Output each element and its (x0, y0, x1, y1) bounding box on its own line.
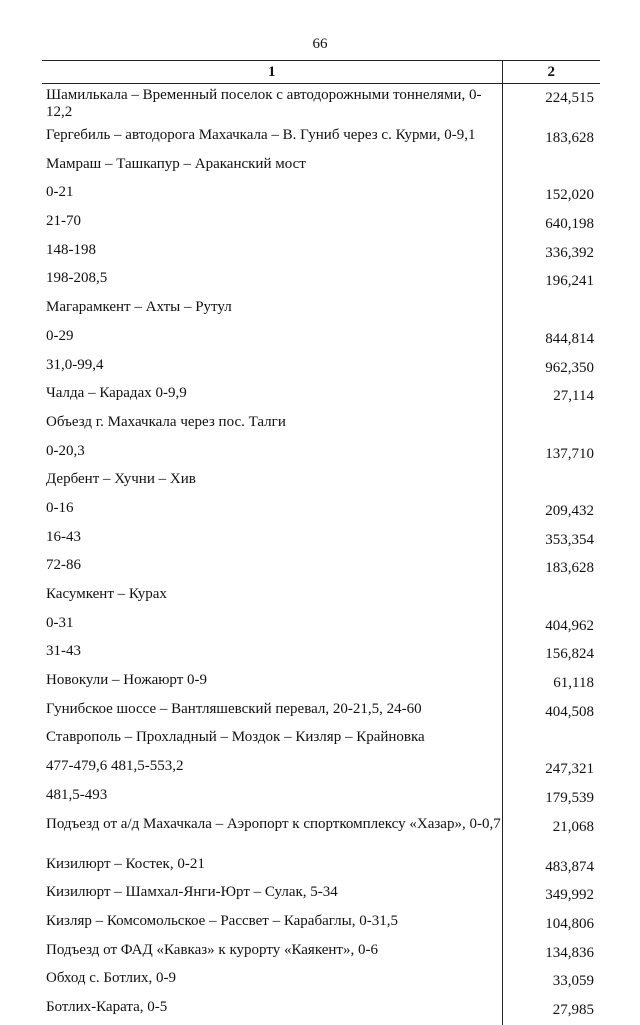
road-segment-value: 179,539 (502, 784, 600, 813)
table-row (42, 267, 600, 296)
road-segment-value: 247,321 (502, 755, 600, 784)
road-segment-name: Чалда – Карадах 0-9,9 (46, 385, 187, 402)
table-row (42, 910, 600, 939)
table-row (42, 784, 600, 813)
road-segment-value: 61,118 (502, 669, 600, 698)
table-row (42, 153, 600, 182)
table-row (42, 440, 600, 469)
road-segment-name: 148-198 (46, 241, 96, 258)
table-row (42, 84, 600, 125)
road-segment-name: Касумкент – Курах (46, 586, 167, 602)
table-row (42, 239, 600, 268)
table-row (42, 468, 600, 497)
road-segment-value (502, 296, 600, 325)
table-row (42, 726, 600, 755)
table-row (42, 967, 600, 996)
road-segment-value: 962,350 (502, 354, 600, 383)
road-segment-name: Кизилюрт – Костек, 0-21 (46, 855, 205, 872)
road-segment-name: 0-29 (46, 327, 74, 344)
road-segment-value: 483,874 (502, 853, 600, 882)
road-segment-value: 349,992 (502, 881, 600, 910)
table-row (42, 325, 600, 354)
road-segment-value: 640,198 (502, 210, 600, 239)
road-segment-name: 0-31 (46, 614, 74, 631)
road-segment-name: 21-70 (46, 213, 81, 230)
road-segment-name: Ботлих-Карата, 0-5 (46, 998, 168, 1015)
table-row (42, 640, 600, 669)
table-row (42, 124, 600, 153)
road-segment-value: 156,824 (502, 640, 600, 669)
road-segment-value (502, 726, 600, 755)
table-row (42, 612, 600, 641)
road-segment-name: Магарамкент – Ахты – Рутул (46, 299, 232, 316)
road-segment-name: Гергебиль – автодорога Махачкала – В. Гуниб через с. Курми, 0-9,1 (46, 127, 476, 143)
road-segment-value: 209,432 (502, 497, 600, 526)
road-segment-name: 31-43 (46, 643, 81, 660)
road-segment-value: 183,628 (502, 124, 600, 153)
table-row (42, 181, 600, 210)
road-segment-name: 0-20,3 (46, 442, 85, 459)
road-segment-value: 224,515 (502, 84, 600, 125)
road-segment-name: Ставрополь – Прохладный – Моздок – Кизляр – Крайновка (46, 729, 425, 746)
table-row (42, 497, 600, 526)
page-number: 66 (312, 36, 328, 52)
road-segment-name: Обход с. Ботлих, 0-9 (46, 970, 177, 987)
road-segment-name: Кизляр – Комсомольское – Рассвет – Карабаглы, 0-31,5 (46, 912, 398, 929)
table-row (42, 996, 600, 1025)
column-header-1: 1 (42, 61, 502, 84)
road-segment-name: Объезд г. Махачкала через пос. Талги (46, 413, 286, 430)
road-segment-value: 404,508 (502, 698, 600, 727)
table-row (42, 698, 600, 727)
table-body (42, 84, 600, 1025)
road-segment-name: Гунибское шоссе – Вантляшевский перевал, 20-21,5, 24-60 (46, 700, 422, 717)
road-segment-name: 0-21 (46, 184, 74, 201)
table-row (42, 755, 600, 784)
table-row (42, 853, 600, 882)
table-row (42, 296, 600, 325)
road-segment-name: 72-86 (46, 557, 81, 574)
table-row (42, 411, 600, 440)
road-segment-value (502, 468, 600, 497)
table-row (42, 813, 600, 853)
road-segment-value: 844,814 (502, 325, 600, 354)
road-segment-value: 21,068 (502, 813, 600, 853)
road-segment-name: 16-43 (46, 528, 81, 545)
road-segment-name: Подъезд от а/д Махачкала – Аэропорт к спорткомплексу «Хазар», 0-0,7 (46, 815, 501, 832)
road-segment-value: 152,020 (502, 181, 600, 210)
road-segment-value: 183,628 (502, 554, 600, 583)
road-segment-name: Кизилюрт – Шамхал-Янги-Юрт – Сулак, 5-34 (46, 884, 338, 901)
column-header-2: 2 (502, 61, 600, 84)
road-segment-value: 104,806 (502, 910, 600, 939)
road-segment-value: 27,985 (502, 996, 600, 1025)
table-row (42, 210, 600, 239)
road-segment-value: 137,710 (502, 440, 600, 469)
road-segment-value: 353,354 (502, 526, 600, 555)
road-segment-name: Дербент – Хучни – Хив (46, 471, 196, 488)
road-segment-name: Шамилькала – Временный поселок с автодорожными тоннелями, 0-12,2 (46, 87, 482, 120)
road-segment-name: 198-208,5 (46, 270, 108, 287)
roads-table (42, 60, 600, 1025)
table-row (42, 382, 600, 411)
road-segment-value: 27,114 (502, 382, 600, 411)
table-header-row (42, 61, 600, 84)
table-row (42, 354, 600, 383)
road-segment-value (502, 583, 600, 612)
table-row (42, 554, 600, 583)
road-segment-value: 196,241 (502, 267, 600, 296)
table-row (42, 881, 600, 910)
road-segment-value: 404,962 (502, 612, 600, 641)
road-segment-value (502, 411, 600, 440)
table-row (42, 583, 600, 612)
road-segment-name: 481,5-493 (46, 786, 108, 803)
road-segment-name: Мамраш – Ташкапур – Араканский мост (46, 155, 306, 172)
road-segment-name: Новокули – Ножаюрт 0-9 (46, 672, 208, 689)
road-segment-value (502, 153, 600, 182)
road-segment-value: 33,059 (502, 967, 600, 996)
table-row (42, 526, 600, 555)
road-segment-name: 0-16 (46, 499, 74, 516)
road-segment-name: 31,0-99,4 (46, 356, 104, 373)
table-row (42, 669, 600, 698)
road-segment-value: 336,392 (502, 239, 600, 268)
road-segment-name: 477-479,6 481,5-553,2 (46, 758, 184, 775)
road-segment-value: 134,836 (502, 939, 600, 968)
table-row (42, 939, 600, 968)
road-segment-name: Подъезд от ФАД «Кавказ» к курорту «Каякент», 0-6 (46, 941, 378, 958)
